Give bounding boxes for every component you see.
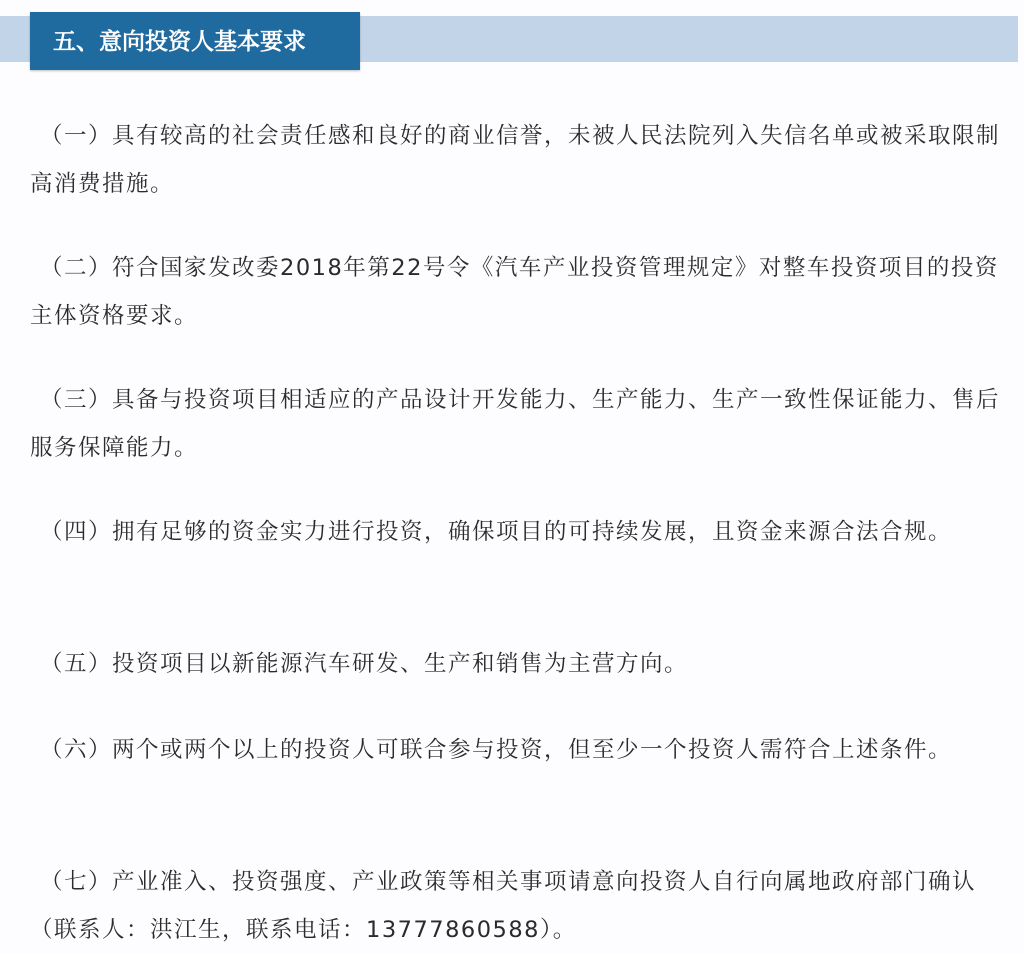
requirement-text: （四）拥有足够的资金实力进行投资，确保项目的可持续发展，且资金来源合法合规。 (40, 519, 953, 545)
section-title: 五、意向投资人基本要求 (53, 29, 306, 55)
requirement-text: （三）具备与投资项目相适应的产品设计开发能力、生产能力、生产一致性保证能力、售后服务保障能力。 (30, 387, 1001, 461)
requirement-text: （七）产业准入、投资强度、产业政策等相关事项请意向投资人自行向属地政府部门确认（联系人：洪江生，联系电话：13777860588）。 (30, 869, 977, 943)
requirement-text: （五）投资项目以新能源汽车研发、生产和销售为主营方向。 (40, 651, 689, 677)
requirement-item-3 (30, 376, 1006, 472)
requirement-text: （二）符合国家发改委2018年第22号令《汽车产业投资管理规定》对整车投资项目的投资主体资格要求。 (30, 255, 999, 329)
requirement-item-7 (30, 858, 1006, 954)
requirement-item-5 (30, 640, 1006, 688)
requirement-item-2 (30, 244, 1006, 340)
requirement-text: （六）两个或两个以上的投资人可联合参与投资，但至少一个投资人需符合上述条件。 (40, 737, 953, 763)
requirement-item-1 (30, 112, 1006, 208)
requirement-item-4 (30, 508, 1006, 556)
requirement-item-6 (30, 726, 1006, 774)
requirement-text: （一）具有较高的社会责任感和良好的商业信誉，未被人民法院列入失信名单或被采取限制高消费措施。 (30, 123, 1001, 197)
